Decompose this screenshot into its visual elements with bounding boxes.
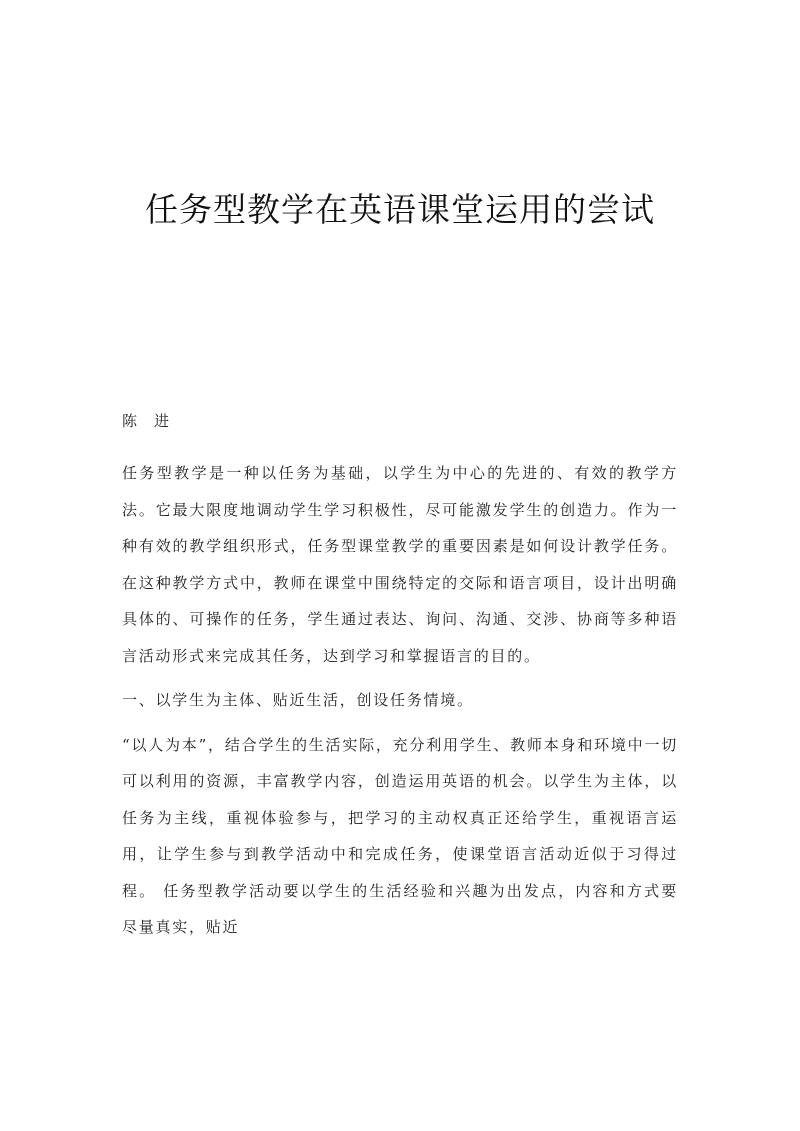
author-name: 陈进 — [122, 412, 187, 430]
document-title: 任务型教学在英语课堂运用的尝试 — [145, 190, 655, 229]
paragraph-section-one: “以人为本”，结合学生的生活实际，充分利用学生、教师本身和环境中一切可以利用的资源，丰富教学内容，创造运用英语的机会。以学生为主体，以任务为主线，重视体验参与，把学习的主动权真正还给学生，重视语言运用，让学生参与到教学活动中和完成任务，使课堂语言活动近似于习得过程。 任务型教学活动要以学生的生活经验和兴趣为出发点，内容和方式要尽量真实，贴近 — [122, 735, 678, 936]
paragraph-intro: 任务型教学是一种以任务为基础，以学生为中心的先进的、有效的教学方法。它最大限度地调动学生学习积极性，尽可能激发学生的创造力。作为一种有效的教学组织形式，任务型课堂教学的重要因素是如何设计教学任务。在这种教学方式中，教师在课堂中围绕特定的交际和语言项目，设计出明确具体的、可操作的任务，学生通过表达、询问、沟通、交涉、协商等多种语言活动形式来完成其任务，达到学习和掌握语言的目的。 — [122, 464, 678, 665]
section-heading: 一、以学生为主体、贴近生活，创设任务情境。 — [122, 691, 474, 709]
document-body — [122, 455, 678, 954]
